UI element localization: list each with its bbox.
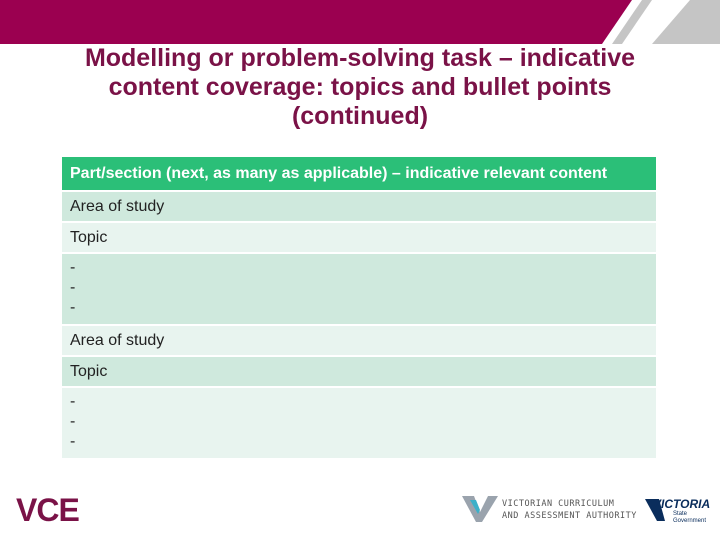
bullet-dash: - [70, 299, 76, 316]
table-row-bullets [62, 254, 656, 324]
topic-label: Topic [62, 223, 656, 252]
table-row [62, 357, 656, 386]
slide-title: Modelling or problem-solving task – indicative content coverage: topics and bullet points (continued) [84, 44, 636, 130]
topic-label: Topic [62, 357, 656, 386]
area-of-study-label: Area of study [62, 192, 656, 221]
bullet-dash: - [70, 393, 76, 410]
content-table [62, 155, 656, 460]
top-banner [0, 0, 720, 44]
vcaa-wordmark: VICTORIAN CURRICULUM AND ASSESSMENT AUTHORITY [502, 499, 637, 521]
bullet-dash: - [70, 259, 76, 276]
table-row [62, 223, 656, 252]
vcaa-tick-icon [462, 494, 498, 524]
table-row [62, 192, 656, 221]
vcaa-logo [462, 494, 637, 526]
vce-logo: VCE [16, 492, 79, 528]
victoria-state-logo: VICTORIA State Government [645, 495, 707, 527]
area-of-study-label: Area of study [62, 326, 656, 355]
banner-band [0, 0, 632, 44]
bullet-dash: - [70, 413, 76, 430]
table-header-row [62, 157, 656, 190]
bullet-dash: - [70, 433, 76, 450]
table-header: Part/section (next, as many as applicable) – indicative relevant content [62, 157, 656, 190]
table-row [62, 326, 656, 355]
table-row-bullets [62, 388, 656, 458]
bullet-dash: - [70, 279, 76, 296]
banner-stripe-2 [652, 0, 720, 44]
